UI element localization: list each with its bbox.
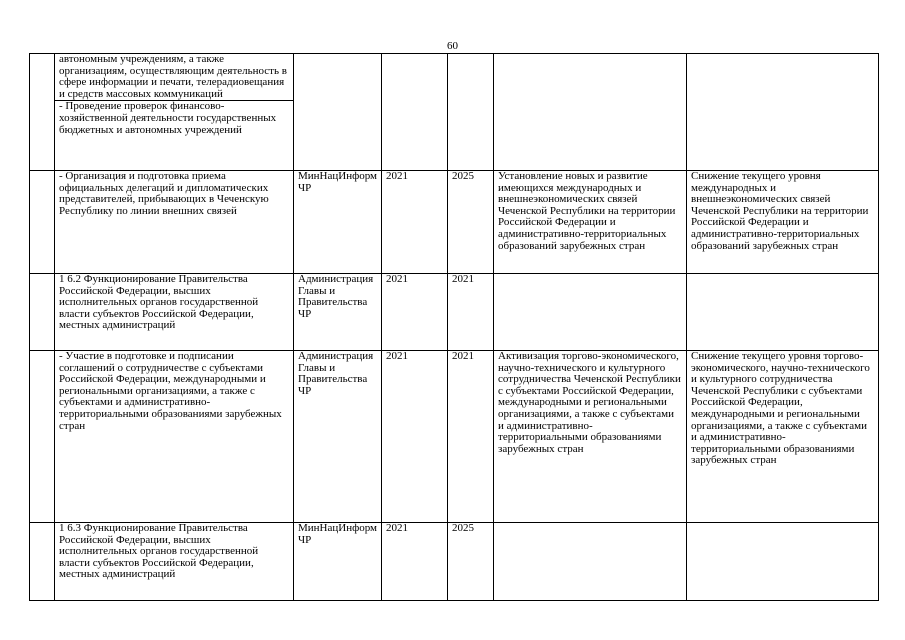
row-marker-cell [30, 351, 55, 523]
end-year-cell: 2025 [448, 171, 494, 274]
consequence-cell [687, 523, 879, 601]
table-row [30, 54, 879, 171]
executor-cell [294, 54, 382, 171]
executor-cell: МинНацИнформ ЧР [294, 523, 382, 601]
start-year-cell: 2021 [382, 351, 448, 523]
task-cell [55, 274, 294, 351]
end-year-cell: 2025 [448, 523, 494, 601]
table-row [30, 351, 879, 523]
task-text: 1 6.3 Функционирование Правительства Российской Федерации, высших исполнительных органов государственной власти субъектов Российской Федерации, местных администраций [59, 522, 259, 581]
executor-cell: Администрация Главы и Правительства ЧР [294, 274, 382, 351]
table-row [30, 171, 879, 274]
end-year-cell [448, 54, 494, 171]
task-cell [55, 171, 294, 274]
task-cell [55, 523, 294, 601]
task-text: 1 6.2 Функционирование Правительства Российской Федерации, высших исполнительных органов государственной власти субъектов Российской Федерации, местных администраций [59, 273, 259, 332]
consequence-cell: Снижение текущего уровня торгово-экономического, научно-технического и культурного сотрудничества Чеченской Республики с субъектами Российской Федерации, международными и региональными организациями, а также с субъектами и административно-территориальными образованиями зарубежных стран [687, 351, 879, 523]
end-year-cell: 2021 [448, 274, 494, 351]
row-marker-cell [30, 54, 55, 171]
executor-cell: МинНацИнформ ЧР [294, 171, 382, 274]
task-text: - Организация и подготовка приема официальных делегаций и дипломатических представителей, прибывающих в Чеченскую Республику по линии внешних связей [59, 170, 269, 217]
consequence-cell [687, 274, 879, 351]
table-row [30, 523, 879, 601]
start-year-cell: 2021 [382, 523, 448, 601]
consequence-cell [687, 54, 879, 171]
executor-cell: Администрация Главы и Правительства ЧР [294, 351, 382, 523]
task-text: автономным учреждениям, а также организациям, осуществляющим деятельность в сфере информации и печати, телерадиовещания и средств массовых коммуникаций [59, 53, 287, 100]
row-marker-cell [30, 523, 55, 601]
program-activities-table [29, 53, 879, 601]
row-marker-cell [30, 274, 55, 351]
page-number: 60 [447, 40, 458, 52]
start-year-cell: 2021 [382, 274, 448, 351]
consequence-cell: Снижение текущего уровня международных и внешнеэкономических связей Чеченской Республики на территории Российской Федерации и административно-территориальных образований зарубежных стран [687, 171, 879, 274]
task-cell [55, 54, 294, 171]
task-cell [55, 351, 294, 523]
row-marker-cell [30, 171, 55, 274]
task-text: - Проведение проверок финансово-хозяйственной деятельности государственных бюджетных и автономных учреждений [55, 100, 293, 136]
result-cell: Установление новых и развитие имеющихся международных и внешнеэкономических связей Чеченской Республики на территории Российской Федерации и административно-территориальных образований зарубежных стран [494, 171, 687, 274]
end-year-cell: 2021 [448, 351, 494, 523]
table-row [30, 274, 879, 351]
task-text: - Участие в подготовке и подписании соглашений о сотрудничестве с субъектами Российской Федерации, международными и региональными организациями, а также с субъектами и административно-территориальными образованиями зарубежных стран [59, 350, 282, 432]
start-year-cell: 2021 [382, 171, 448, 274]
result-cell [494, 54, 687, 171]
result-cell: Активизация торгово-экономического, научно-технического и культурного сотрудничества Чеченской Республики с субъектами Российской Федерации, международными и региональными организациями, а также с субъектами и административно-территориальными образованиями зарубежных стран [494, 351, 687, 523]
result-cell [494, 274, 687, 351]
start-year-cell [382, 54, 448, 171]
result-cell [494, 523, 687, 601]
